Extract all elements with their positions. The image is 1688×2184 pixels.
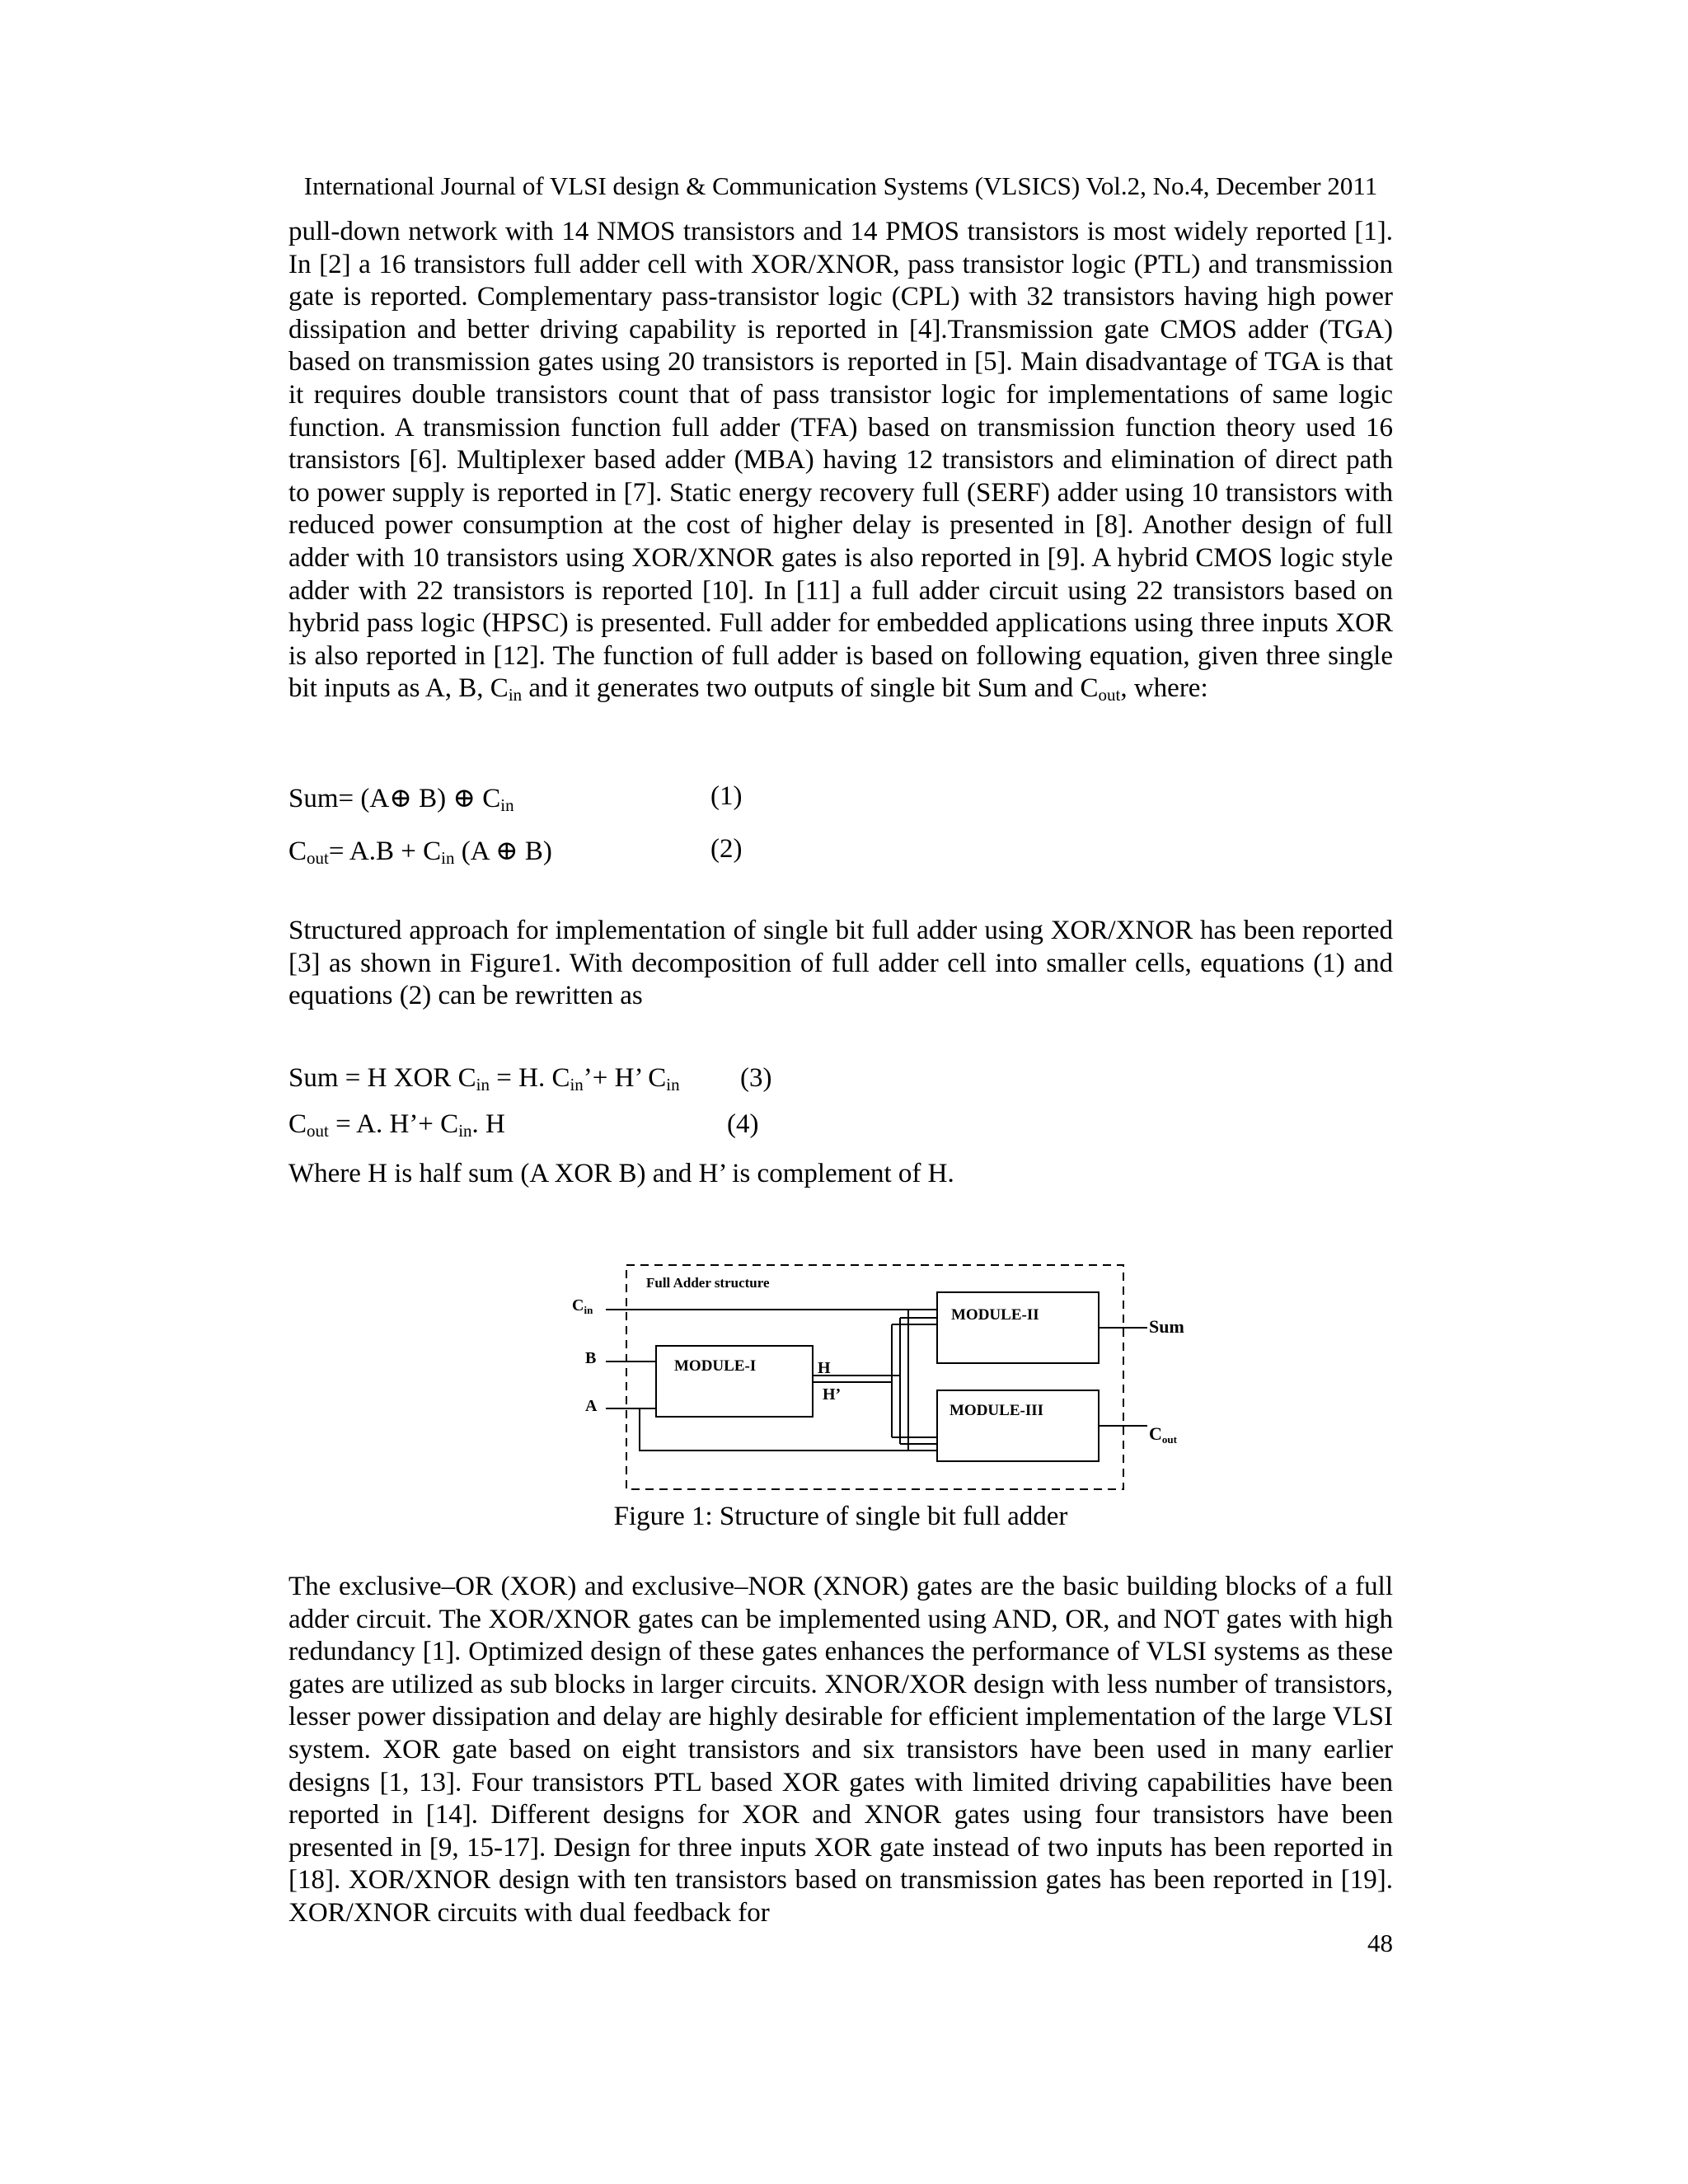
h-prime-label: H’: [823, 1385, 842, 1404]
equation-4-text-a: = A. H’+ C: [328, 1109, 459, 1139]
equation-4-sub-out: out: [307, 1121, 329, 1141]
running-header: International Journal of VLSI design & Communication Systems (VLSICS) Vol.2, No.4, December 2011: [303, 171, 1378, 200]
cin-label: [572, 1296, 593, 1315]
sub-out: out: [1098, 685, 1121, 705]
equation-1: [288, 781, 514, 814]
cout-label-text: C: [1149, 1423, 1162, 1444]
equation-4-sub-in: in: [458, 1121, 472, 1141]
equation-3-text-a: Sum = H XOR C: [288, 1063, 476, 1093]
a-label: A: [585, 1397, 598, 1415]
equation-3-sub-1: in: [476, 1075, 490, 1094]
equation-2-sub-out: out: [307, 848, 329, 868]
paragraph-intro-body: pull-down network with 14 NMOS transistors and 14 PMOS transistors is most widely reported [1]. In [2] a 16 transistors full adder cell with XOR/XNOR, pass transistor logic (PTL) and transmission gate is reported. Complementary pass-transistor logic (CPL) with 32 transistors having high power dissipation and better driving capability is reported in [4].Transmission gate CMOS adder (TGA) based on transmission gates using 20 transistors is reported in [5]. Main disadvantage of TGA is that it requires double transistors count that of pass transistor logic for implementations of same logic function. A transmission function full adder (TFA) based on transmission function theory used 16 transistors [6]. Multiplexer based adder (MBA) having 12 transistors and elimination of direct path to power supply is reported in [7]. Static energy recovery full (SERF) adder using 10 transistors with reduced power consumption at the cost of higher delay is presented in [8]. Another design of full adder with 10 transistors using XOR/XNOR gates is also reported in [9]. A hybrid CMOS logic style adder with 22 transistors is reported [10]. In [11] a full adder circuit using 22 transistors based on hybrid pass logic (HPSC) is presented. Full adder for embedded applications using three inputs XOR is also reported in [12]. The function of full adder is based on following equation, given three single bit inputs as A,: [288, 217, 1393, 704]
cout-label: [1149, 1423, 1177, 1445]
paragraph-intro-tail-c: , where:: [1120, 673, 1208, 704]
full-adder-diagram: [560, 1257, 1187, 1504]
dashed-boundary: [626, 1265, 1123, 1489]
module-2-box: [937, 1292, 1099, 1363]
equation-3-text-c: ’+ H’ C: [583, 1063, 667, 1093]
equation-2-text-a: = A.B + C: [328, 837, 442, 866]
equation-3-sub-3: in: [666, 1075, 680, 1094]
sum-label: Sum: [1149, 1316, 1184, 1337]
module-3-label: MODULE-III: [950, 1402, 1044, 1419]
equation-2-text-b: (A ⊕ B): [454, 837, 552, 866]
cin-label-sub: in: [584, 1304, 593, 1316]
paragraph-intro-tail-b: and it generates two outputs of single bit Sum and C: [522, 673, 1099, 704]
equation-1-text: Sum= (A⊕ B) ⊕ C: [288, 784, 501, 813]
figure-full-adder: [560, 1257, 1187, 1504]
figure-title: Full Adder structure: [646, 1275, 770, 1291]
equation-2: [288, 834, 552, 867]
equation-2-c: C: [288, 837, 307, 866]
paragraph-intro: [288, 216, 1393, 705]
equation-3-sub-2: in: [570, 1075, 584, 1094]
cin-label-text: C: [572, 1296, 584, 1315]
cout-label-sub: out: [1161, 1433, 1177, 1446]
module-1-box: [656, 1346, 813, 1417]
equation-3-number: (3): [740, 1063, 772, 1093]
equation-4-c: C: [288, 1109, 307, 1139]
paragraph-structured: Structured approach for implementation of single bit full adder using XOR/XNOR has been reported [3] as shown in Figure1. With decomposition of full adder cell into smaller cells, equations (1) and equations (2) can be rewritten as: [288, 916, 1393, 1011]
figure-caption: Figure 1: Structure of single bit full adder: [613, 1502, 1068, 1531]
equation-4: [288, 1109, 505, 1140]
equation-4-text-b: . H: [471, 1109, 505, 1139]
equation-1-number: (1): [710, 781, 743, 811]
equation-3: [288, 1063, 680, 1094]
paragraph-xor: The exclusive–OR (XOR) and exclusive–NOR (XNOR) gates are the basic building blocks of a full adder circuit. The XOR/XNOR gates can be implemented using AND, OR, and NOT gates with high redundancy [1]. Optimized design of these gates enhances the performance of VLSI systems as these gates are utilized as sub blocks in larger circuits. XNOR/XOR design with less number of transistors, lesser power dissipation and delay are highly desirable for efficient implementation of the large VLSI system. XOR gate based on eight transistors and six transistors have been used in many earlier designs [1, 13]. Four transistors PTL based XOR gates with limited driving capabilities have been reported in [14]. Different designs for XOR and XNOR gates using four transistors have been presented in [9, 15-17]. Design for three inputs XOR gate instead of two inputs has been reported in [18]. XOR/XNOR design with ten transistors based on transmission gates has been reported in [19]. XOR/XNOR circuits with dual feedback for: [288, 1572, 1393, 1928]
where-line: Where H is half sum (A XOR B) and H’ is complement of H.: [288, 1159, 954, 1188]
b-label: B: [585, 1349, 597, 1367]
equation-2-sub-in: in: [441, 848, 455, 868]
equation-1-sub: in: [500, 795, 514, 815]
sub-in: in: [508, 685, 523, 705]
equation-2-number: (2): [710, 834, 743, 864]
module-3-box: [937, 1390, 1099, 1461]
equation-3-text-b: = H. C: [490, 1063, 570, 1093]
module-2-label: MODULE-II: [951, 1306, 1039, 1324]
equation-4-number: (4): [727, 1109, 759, 1139]
h-label: H: [818, 1359, 831, 1377]
page-number: 48: [1367, 1929, 1393, 1957]
paragraph-intro-tail-a: B, C: [458, 673, 509, 704]
module-1-label: MODULE-I: [674, 1357, 757, 1375]
